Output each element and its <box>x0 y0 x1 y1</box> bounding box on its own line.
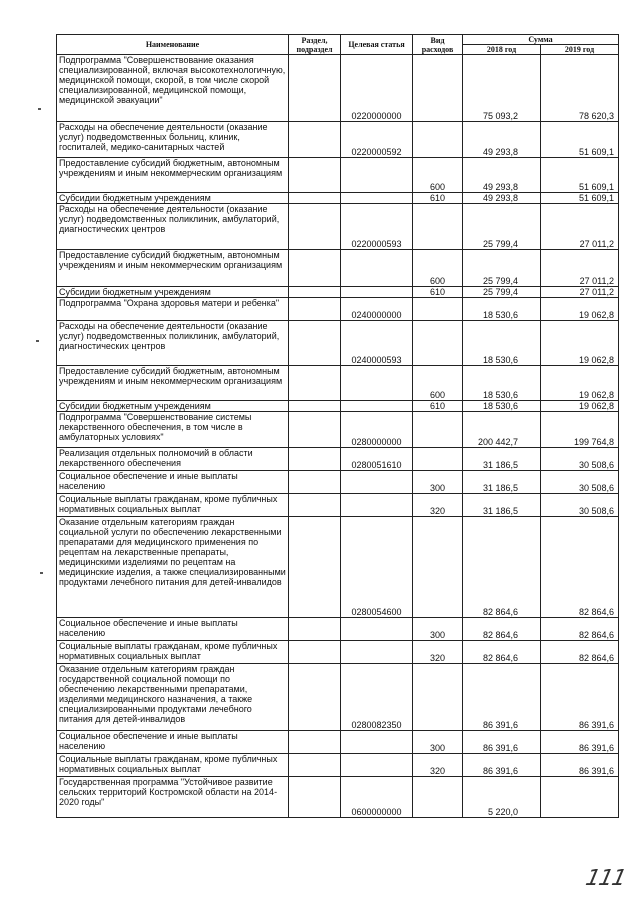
row-name: Подпрограмма "Совершенствование оказания специализированной, включая высокотехнологичную, медицинской помощи, скорой, в том числе скорой специализированной, медицинской помощи, медицинской эвакуации" <box>57 55 289 122</box>
row-kind <box>413 298 463 321</box>
row-section <box>289 517 341 618</box>
row-name: Оказание отдельным категориям граждан государственной социальной помощи по обеспечению лекарственными препаратами, изделиями медицинского назначения, а также специализированными продуктами лечебного питания для детей-инвалидов <box>57 664 289 731</box>
header-section: Раздел, подраздел <box>289 35 341 55</box>
row-sum-2019: 86 391,6 <box>541 754 619 777</box>
row-sum-2019: 78 620,3 <box>541 55 619 122</box>
row-name: Расходы на обеспечение деятельности (оказание услуг) подведомственных поликлиник, амбулаторий, диагностических центров <box>57 204 289 250</box>
budget-table <box>56 34 619 818</box>
row-section <box>289 193 341 204</box>
row-target: 0220000000 <box>341 55 413 122</box>
table-row <box>57 204 619 250</box>
row-sum-2018: 25 799,4 <box>463 250 541 287</box>
table-row <box>57 298 619 321</box>
row-sum-2018: 31 186,5 <box>463 448 541 471</box>
row-kind: 300 <box>413 618 463 641</box>
table-row <box>57 448 619 471</box>
row-sum-2018: 18 530,6 <box>463 366 541 401</box>
row-name: Социальное обеспечение и иные выплаты населению <box>57 618 289 641</box>
row-kind: 610 <box>413 287 463 298</box>
row-kind: 600 <box>413 366 463 401</box>
row-target <box>341 641 413 664</box>
row-sum-2018: 200 442,7 <box>463 412 541 448</box>
row-sum-2019: 27 011,2 <box>541 287 619 298</box>
row-name: Расходы на обеспечение деятельности (оказание услуг) подведомственных больниц, клиник, госпиталей, медико-санитарных частей <box>57 122 289 158</box>
table-row <box>57 55 619 122</box>
table-header <box>57 35 619 55</box>
row-sum-2019: 86 391,6 <box>541 664 619 731</box>
row-target <box>341 401 413 412</box>
table-row <box>57 777 619 818</box>
row-name: Предоставление субсидий бюджетным, автономным учреждениям и иным некоммерческим организациям <box>57 250 289 287</box>
row-sum-2019 <box>541 777 619 818</box>
row-section <box>289 366 341 401</box>
table-row <box>57 412 619 448</box>
row-name: Государственная программа "Устойчивое развитие сельских территорий Костромской области на 2014-2020 годы" <box>57 777 289 818</box>
row-kind: 300 <box>413 731 463 754</box>
table-row <box>57 401 619 412</box>
row-sum-2019: 199 764,8 <box>541 412 619 448</box>
row-name: Предоставление субсидий бюджетным, автономным учреждениям и иным некоммерческим организациям <box>57 158 289 193</box>
row-target: 0220000593 <box>341 204 413 250</box>
row-sum-2018: 25 799,4 <box>463 204 541 250</box>
row-section <box>289 664 341 731</box>
row-sum-2018: 86 391,6 <box>463 754 541 777</box>
row-name: Социальное обеспечение и иные выплаты населению <box>57 471 289 494</box>
row-sum-2019: 30 508,6 <box>541 448 619 471</box>
row-name: Подпрограмма "Совершенствование системы лекарственного обеспечения, в том числе в амбулаторных условиях" <box>57 412 289 448</box>
row-section <box>289 641 341 664</box>
row-sum-2019: 51 609,1 <box>541 122 619 158</box>
row-section <box>289 401 341 412</box>
table-row <box>57 122 619 158</box>
page-number: 111 <box>583 866 628 891</box>
row-sum-2018: 31 186,5 <box>463 471 541 494</box>
row-section <box>289 494 341 517</box>
row-target: 0280051610 <box>341 448 413 471</box>
row-sum-2018: 49 293,8 <box>463 158 541 193</box>
row-section <box>289 55 341 122</box>
row-kind <box>413 122 463 158</box>
header-sum: Сумма <box>463 35 619 45</box>
row-name: Субсидии бюджетным учреждениям <box>57 401 289 412</box>
row-target: 0240000593 <box>341 321 413 366</box>
row-sum-2018: 25 799,4 <box>463 287 541 298</box>
row-target: 0280000000 <box>341 412 413 448</box>
row-target: 0240000000 <box>341 298 413 321</box>
row-name: Социальные выплаты гражданам, кроме публичных нормативных социальных выплат <box>57 641 289 664</box>
row-sum-2018: 49 293,8 <box>463 193 541 204</box>
scan-speck <box>40 572 43 574</box>
row-sum-2019: 86 391,6 <box>541 731 619 754</box>
table-row <box>57 471 619 494</box>
row-sum-2019: 82 864,6 <box>541 517 619 618</box>
row-section <box>289 250 341 287</box>
header-kind: Вид расходов <box>413 35 463 55</box>
row-section <box>289 754 341 777</box>
row-kind: 320 <box>413 494 463 517</box>
row-name: Предоставление субсидий бюджетным, автономным учреждениям и иным некоммерческим организациям <box>57 366 289 401</box>
row-sum-2019: 30 508,6 <box>541 494 619 517</box>
row-name: Оказание отдельным категориям граждан социальной услуги по обеспечению лекарственными препаратами для медицинского применения по рецептам на лекарственные препараты, медицинскими изделиями по рецептам на медицинские изделия, а также специализированными продуктами лечебного питания для детей-инвалидов <box>57 517 289 618</box>
header-name: Наименование <box>57 35 289 55</box>
row-sum-2018: 18 530,6 <box>463 298 541 321</box>
table-row <box>57 494 619 517</box>
row-sum-2018: 86 391,6 <box>463 731 541 754</box>
row-section <box>289 731 341 754</box>
row-section <box>289 618 341 641</box>
row-sum-2019: 27 011,2 <box>541 204 619 250</box>
table-row <box>57 366 619 401</box>
row-kind: 610 <box>413 401 463 412</box>
row-target <box>341 250 413 287</box>
row-sum-2019: 27 011,2 <box>541 250 619 287</box>
row-sum-2019: 51 609,1 <box>541 193 619 204</box>
row-kind <box>413 321 463 366</box>
row-sum-2018: 18 530,6 <box>463 401 541 412</box>
scan-speck <box>36 340 39 342</box>
table-body <box>57 55 619 818</box>
row-target: 0280082350 <box>341 664 413 731</box>
row-section <box>289 777 341 818</box>
row-target <box>341 193 413 204</box>
row-kind: 610 <box>413 193 463 204</box>
row-name: Субсидии бюджетным учреждениям <box>57 287 289 298</box>
header-target: Целевая статья <box>341 35 413 55</box>
row-target <box>341 494 413 517</box>
row-kind <box>413 664 463 731</box>
row-sum-2018: 75 093,2 <box>463 55 541 122</box>
table-row <box>57 321 619 366</box>
row-sum-2019: 82 864,6 <box>541 641 619 664</box>
row-kind <box>413 55 463 122</box>
row-sum-2018: 82 864,6 <box>463 618 541 641</box>
row-target: 0280054600 <box>341 517 413 618</box>
header-year-2019: 2019 год <box>541 45 619 55</box>
table-row <box>57 287 619 298</box>
row-target: 0220000592 <box>341 122 413 158</box>
table-row <box>57 517 619 618</box>
table-row <box>57 158 619 193</box>
row-target <box>341 471 413 494</box>
header-year-2018: 2018 год <box>463 45 541 55</box>
row-sum-2018: 82 864,6 <box>463 517 541 618</box>
row-name: Социальные выплаты гражданам, кроме публичных нормативных социальных выплат <box>57 754 289 777</box>
row-kind: 320 <box>413 754 463 777</box>
row-section <box>289 287 341 298</box>
row-target: 0600000000 <box>341 777 413 818</box>
table-row <box>57 250 619 287</box>
row-section <box>289 412 341 448</box>
row-section <box>289 471 341 494</box>
row-sum-2019: 19 062,8 <box>541 401 619 412</box>
row-name: Социальное обеспечение и иные выплаты населению <box>57 731 289 754</box>
row-kind <box>413 517 463 618</box>
row-target <box>341 366 413 401</box>
row-kind <box>413 412 463 448</box>
row-sum-2018: 5 220,0 <box>463 777 541 818</box>
row-section <box>289 158 341 193</box>
row-kind <box>413 448 463 471</box>
row-kind: 300 <box>413 471 463 494</box>
row-name: Подпрограмма "Охрана здоровья матери и ребенка" <box>57 298 289 321</box>
row-section <box>289 298 341 321</box>
scan-speck <box>38 108 41 110</box>
table-row <box>57 731 619 754</box>
row-sum-2019: 82 864,6 <box>541 618 619 641</box>
row-sum-2018: 18 530,6 <box>463 321 541 366</box>
row-name: Реализация отдельных полномочий в области лекарственного обеспечения <box>57 448 289 471</box>
row-sum-2018: 49 293,8 <box>463 122 541 158</box>
row-section <box>289 321 341 366</box>
row-sum-2019: 19 062,8 <box>541 366 619 401</box>
row-kind: 600 <box>413 158 463 193</box>
row-sum-2019: 51 609,1 <box>541 158 619 193</box>
row-target <box>341 287 413 298</box>
row-sum-2019: 19 062,8 <box>541 298 619 321</box>
table-row <box>57 641 619 664</box>
table-row <box>57 193 619 204</box>
table-row <box>57 664 619 731</box>
row-sum-2018: 86 391,6 <box>463 664 541 731</box>
row-kind: 320 <box>413 641 463 664</box>
row-kind <box>413 777 463 818</box>
row-section <box>289 204 341 250</box>
row-sum-2019: 19 062,8 <box>541 321 619 366</box>
table-row <box>57 754 619 777</box>
row-section <box>289 448 341 471</box>
row-name: Расходы на обеспечение деятельности (оказание услуг) подведомственных поликлиник, амбулаторий, диагностических центров <box>57 321 289 366</box>
row-section <box>289 122 341 158</box>
row-target <box>341 754 413 777</box>
row-target <box>341 618 413 641</box>
row-name: Субсидии бюджетным учреждениям <box>57 193 289 204</box>
table-row <box>57 618 619 641</box>
row-kind <box>413 204 463 250</box>
row-kind: 600 <box>413 250 463 287</box>
row-name: Социальные выплаты гражданам, кроме публичных нормативных социальных выплат <box>57 494 289 517</box>
row-target <box>341 731 413 754</box>
row-sum-2018: 31 186,5 <box>463 494 541 517</box>
row-target <box>341 158 413 193</box>
row-sum-2018: 82 864,6 <box>463 641 541 664</box>
row-sum-2019: 30 508,6 <box>541 471 619 494</box>
